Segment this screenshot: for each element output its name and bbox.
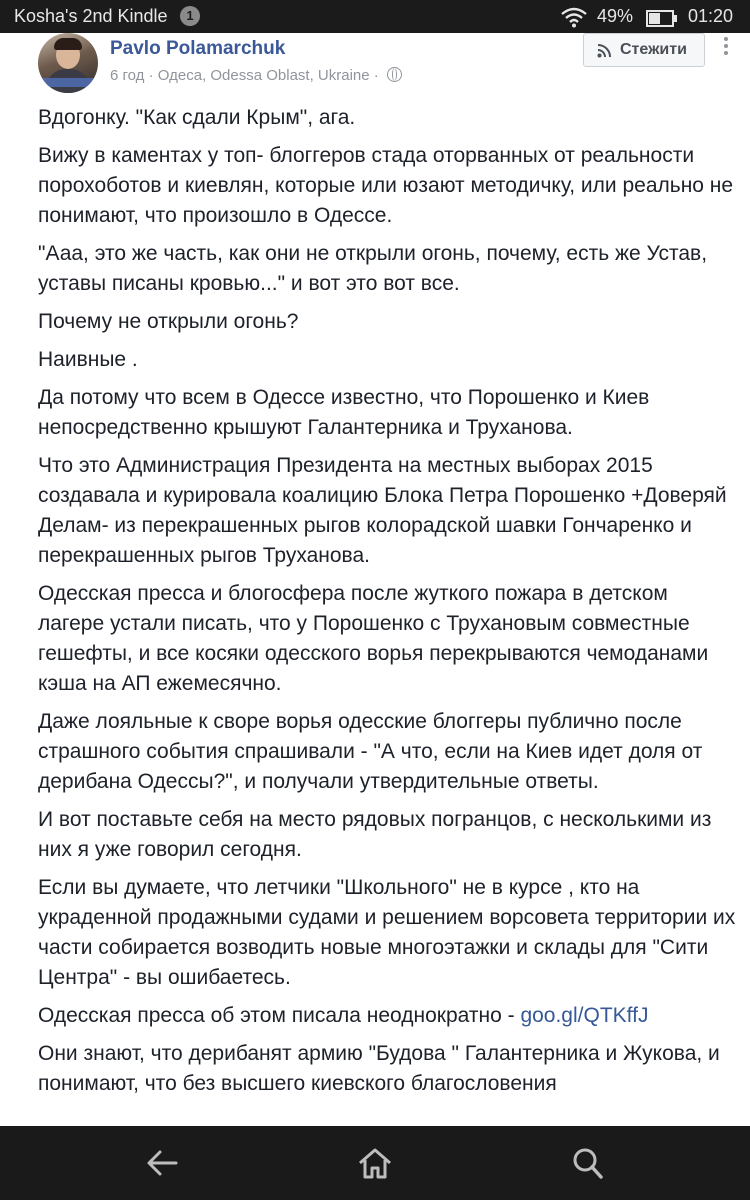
post-paragraph: Они знают, что дерибанят армию "Будова " Галантерника и Жукова, и понимают, что без высшего киевского благословения	[38, 1042, 720, 1095]
post-meta	[110, 67, 402, 84]
post-paragraph: Наивные .	[38, 348, 138, 371]
press-link[interactable]: goo.gl/QTKffJ	[520, 1004, 649, 1027]
more-options-icon[interactable]	[718, 34, 734, 58]
press-text: Одесская пресса об этом писала неоднократно -	[38, 1004, 521, 1027]
back-arrow-icon[interactable]	[142, 1146, 182, 1180]
home-icon[interactable]	[355, 1146, 395, 1180]
post-paragraph: Даже лояльные к своре ворья одесские блоггеры публично после страшного события спрашивали - "А что, если на Киев идет доля от дерибана Одессы?", и получали утвердительные ответы.	[38, 710, 703, 793]
post-paragraph: Вдогонку. "Как сдали Крым", ага.	[38, 106, 356, 129]
post-paragraph: И вот поставьте себя на место рядовых погранцов, с несколькими из них я уже говорил сегодня.	[38, 808, 712, 861]
notification-badge[interactable]: 1	[180, 6, 200, 26]
post-paragraph: Что это Администрация Президента на местных выборах 2015 создавала и курировала коалицию Блока Петра Порошенко +Доверяй Делам- из перекрашенных рыгов колорадской шавки Гончаренко и перекрашенных рыгов Труханова.	[38, 454, 727, 567]
battery-level	[649, 13, 660, 24]
avatar[interactable]	[38, 33, 98, 93]
post-paragraph: Почему не открыли огонь?	[38, 310, 299, 333]
rss-icon	[597, 44, 611, 58]
post-paragraph: Вижу в каментах у топ- блоггеров стада оторванных от реальности порохоботов и киевлян, которые или юзают методичку, или реально не понимают, что произошло в Одессе.	[38, 144, 734, 227]
globe-icon	[387, 67, 402, 82]
battery-percent: 49%	[597, 6, 634, 26]
battery-icon	[646, 10, 674, 27]
post-paragraph: Да потому что всем в Одессе известно, что Порошенко и Киев непосредственно крышуют Галантерника и Труханова.	[38, 386, 650, 439]
follow-button[interactable]	[583, 33, 705, 67]
meta-separator: ·	[148, 67, 154, 84]
author-name[interactable]: Pavlo Polamarchuk	[110, 38, 286, 59]
post-paragraph: Если вы думаете, что летчики "Школьного" не в курсе , кто на украденной продажными судами и решением ворсовета территории их части собирается возводить новые многоэтажки и склады для "Сити Центра" - вы ошибаетесь.	[38, 876, 736, 989]
press-paragraph	[38, 1001, 738, 1031]
search-icon[interactable]	[568, 1146, 608, 1180]
device-name: Kosha's 2nd Kindle	[14, 6, 168, 26]
follow-label: Стежити	[620, 41, 687, 58]
meta-separator-2: ·	[373, 67, 379, 84]
clock: 01:20	[688, 6, 734, 26]
wifi-icon	[560, 6, 588, 28]
post-paragraph: Одесская пресса и блогосфера после жуткого пожара в детском лагере устали писать, что у Порошенко с Трухановым совместные гешефты, и все косяки одесского ворья перекрываются чемоданами кэша на АП ежемесячно.	[38, 582, 709, 695]
status-bar	[0, 0, 750, 33]
navigation-bar	[0, 1126, 750, 1200]
post-body	[38, 103, 738, 1107]
post-time[interactable]: 6 год	[110, 67, 145, 84]
post-location[interactable]: Одеса, Odessa Oblast, Ukraine	[157, 67, 370, 84]
post-paragraph: "Ааа, это же часть, как они не открыли огонь, почему, есть же Устав, уставы писаны кровью..." и вот это вот все.	[38, 242, 708, 295]
